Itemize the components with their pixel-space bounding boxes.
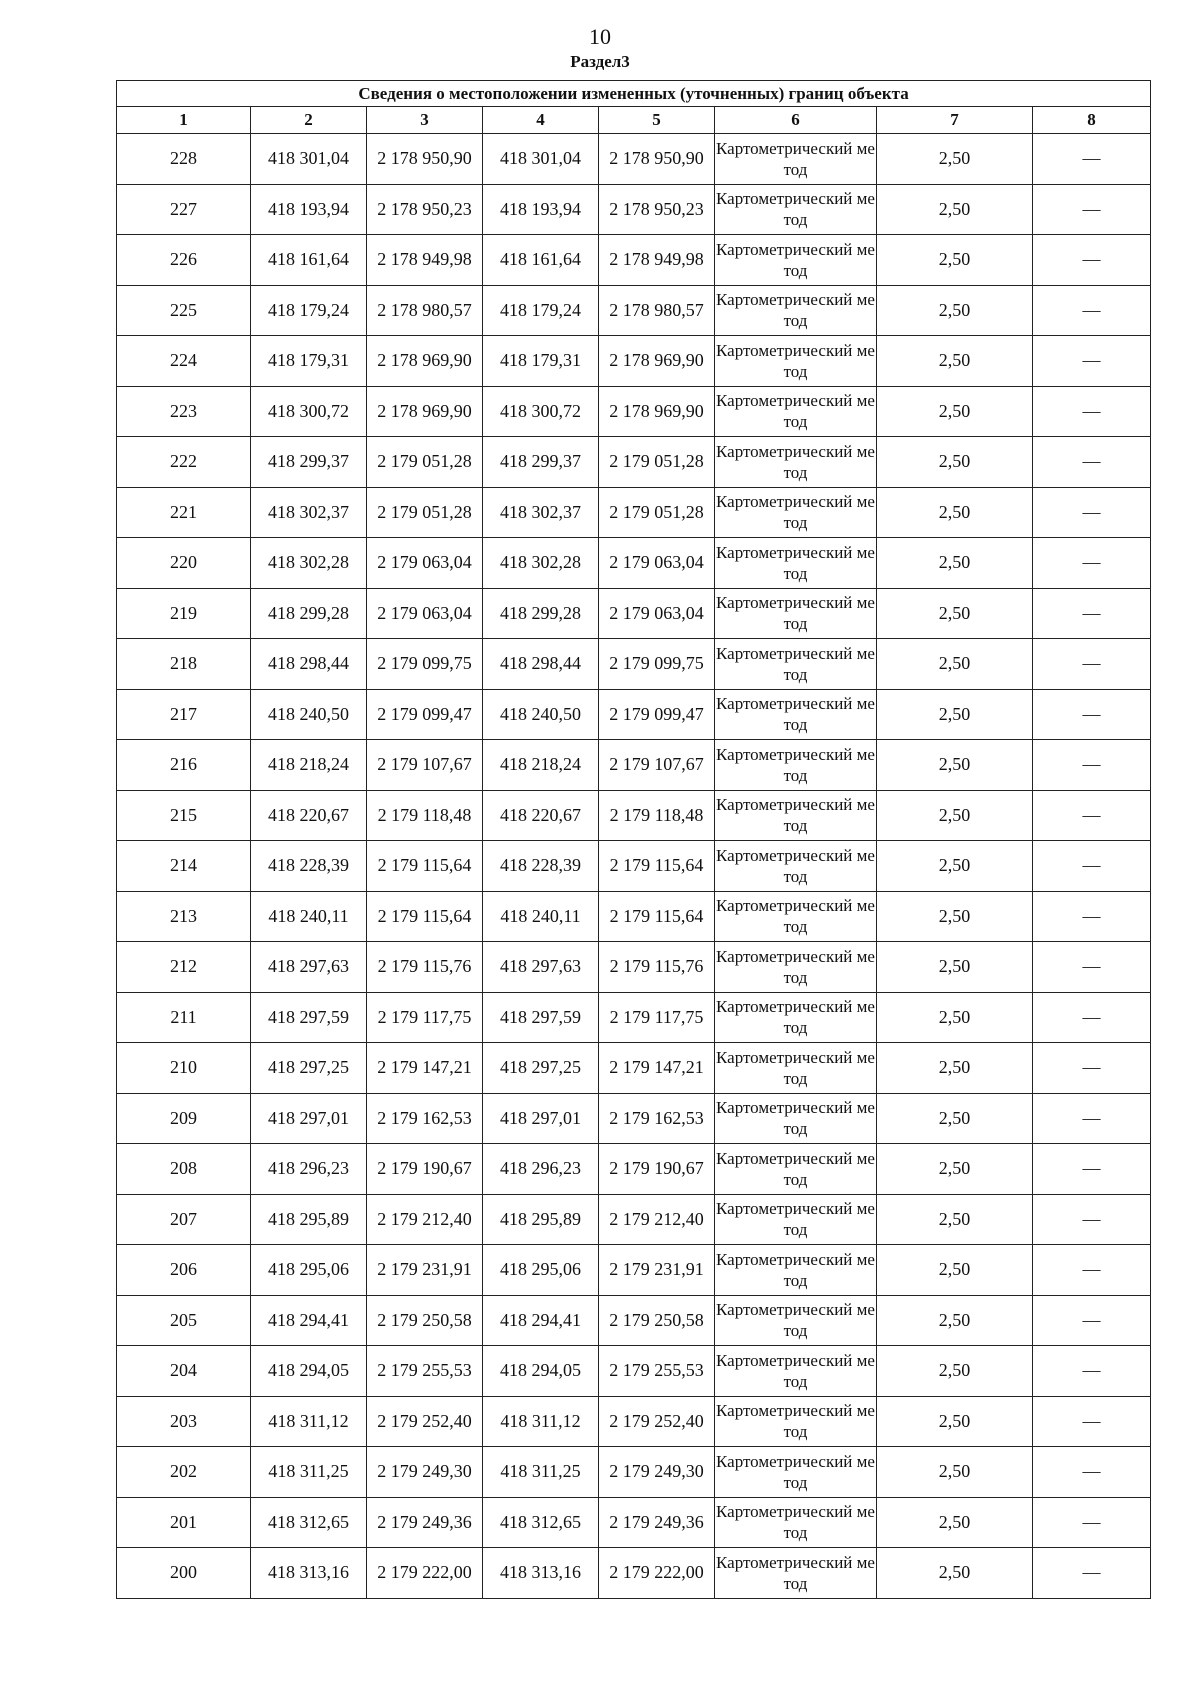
y-coordinate-refined-cell: 2 178 969,90 xyxy=(599,336,715,387)
x-coordinate-cell: 418 295,06 xyxy=(251,1245,367,1296)
y-coordinate-refined-cell: 2 179 212,40 xyxy=(599,1194,715,1245)
x-coordinate-cell: 418 220,67 xyxy=(251,790,367,841)
table-body xyxy=(117,134,1151,1599)
x-coordinate-refined-cell: 418 297,63 xyxy=(483,942,599,993)
x-coordinate-refined-cell: 418 161,64 xyxy=(483,235,599,286)
point-number-cell: 218 xyxy=(117,639,251,690)
note-cell: — xyxy=(1033,992,1151,1043)
determination-method-cell: Картометрический метод xyxy=(715,235,877,286)
determination-method-cell: Картометрический метод xyxy=(715,1194,877,1245)
table-row xyxy=(117,790,1151,841)
point-number-cell: 215 xyxy=(117,790,251,841)
note-cell: — xyxy=(1033,437,1151,488)
x-coordinate-cell: 418 311,25 xyxy=(251,1447,367,1498)
note-cell: — xyxy=(1033,740,1151,791)
point-number-cell: 206 xyxy=(117,1245,251,1296)
accuracy-cell: 2,50 xyxy=(877,790,1033,841)
y-coordinate-refined-cell: 2 179 147,21 xyxy=(599,1043,715,1094)
x-coordinate-cell: 418 313,16 xyxy=(251,1548,367,1599)
x-coordinate-refined-cell: 418 299,28 xyxy=(483,588,599,639)
accuracy-cell: 2,50 xyxy=(877,1396,1033,1447)
determination-method-cell: Картометрический метод xyxy=(715,336,877,387)
y-coordinate-cell: 2 179 107,67 xyxy=(367,740,483,791)
accuracy-cell: 2,50 xyxy=(877,1245,1033,1296)
y-coordinate-refined-cell: 2 179 051,28 xyxy=(599,437,715,488)
table-row xyxy=(117,285,1151,336)
y-coordinate-refined-cell: 2 179 115,64 xyxy=(599,891,715,942)
table-row xyxy=(117,1295,1151,1346)
table-row xyxy=(117,689,1151,740)
x-coordinate-cell: 418 296,23 xyxy=(251,1144,367,1195)
point-number-cell: 204 xyxy=(117,1346,251,1397)
table-row xyxy=(117,1194,1151,1245)
accuracy-cell: 2,50 xyxy=(877,184,1033,235)
note-cell: — xyxy=(1033,336,1151,387)
point-number-cell: 223 xyxy=(117,386,251,437)
column-number-2: 2 xyxy=(251,107,367,134)
column-number-7: 7 xyxy=(877,107,1033,134)
x-coordinate-cell: 418 240,11 xyxy=(251,891,367,942)
accuracy-cell: 2,50 xyxy=(877,740,1033,791)
x-coordinate-refined-cell: 418 297,01 xyxy=(483,1093,599,1144)
y-coordinate-refined-cell: 2 179 231,91 xyxy=(599,1245,715,1296)
y-coordinate-refined-cell: 2 179 115,76 xyxy=(599,942,715,993)
point-number-cell: 228 xyxy=(117,134,251,185)
point-number-cell: 212 xyxy=(117,942,251,993)
determination-method-cell: Картометрический метод xyxy=(715,689,877,740)
accuracy-cell: 2,50 xyxy=(877,336,1033,387)
determination-method-cell: Картометрический метод xyxy=(715,386,877,437)
x-coordinate-refined-cell: 418 298,44 xyxy=(483,639,599,690)
x-coordinate-refined-cell: 418 312,65 xyxy=(483,1497,599,1548)
accuracy-cell: 2,50 xyxy=(877,487,1033,538)
table-row xyxy=(117,437,1151,488)
y-coordinate-refined-cell: 2 179 118,48 xyxy=(599,790,715,841)
x-coordinate-cell: 418 179,24 xyxy=(251,285,367,336)
x-coordinate-cell: 418 301,04 xyxy=(251,134,367,185)
accuracy-cell: 2,50 xyxy=(877,134,1033,185)
accuracy-cell: 2,50 xyxy=(877,285,1033,336)
accuracy-cell: 2,50 xyxy=(877,437,1033,488)
accuracy-cell: 2,50 xyxy=(877,588,1033,639)
accuracy-cell: 2,50 xyxy=(877,891,1033,942)
point-number-cell: 226 xyxy=(117,235,251,286)
x-coordinate-cell: 418 193,94 xyxy=(251,184,367,235)
determination-method-cell: Картометрический метод xyxy=(715,538,877,589)
note-cell: — xyxy=(1033,1194,1151,1245)
accuracy-cell: 2,50 xyxy=(877,1497,1033,1548)
note-cell: — xyxy=(1033,942,1151,993)
y-coordinate-cell: 2 179 099,47 xyxy=(367,689,483,740)
determination-method-cell: Картометрический метод xyxy=(715,1548,877,1599)
table-row xyxy=(117,992,1151,1043)
note-cell: — xyxy=(1033,1447,1151,1498)
x-coordinate-cell: 418 218,24 xyxy=(251,740,367,791)
boundary-coordinates-table xyxy=(116,80,1151,1599)
note-cell: — xyxy=(1033,285,1151,336)
note-cell: — xyxy=(1033,891,1151,942)
y-coordinate-cell: 2 179 115,64 xyxy=(367,841,483,892)
determination-method-cell: Картометрический метод xyxy=(715,942,877,993)
y-coordinate-refined-cell: 2 179 063,04 xyxy=(599,588,715,639)
determination-method-cell: Картометрический метод xyxy=(715,285,877,336)
accuracy-cell: 2,50 xyxy=(877,538,1033,589)
note-cell: — xyxy=(1033,1346,1151,1397)
accuracy-cell: 2,50 xyxy=(877,841,1033,892)
table-row xyxy=(117,1245,1151,1296)
y-coordinate-refined-cell: 2 179 099,47 xyxy=(599,689,715,740)
note-cell: — xyxy=(1033,588,1151,639)
y-coordinate-cell: 2 179 115,64 xyxy=(367,891,483,942)
table-row xyxy=(117,235,1151,286)
x-coordinate-refined-cell: 418 240,11 xyxy=(483,891,599,942)
x-coordinate-refined-cell: 418 302,28 xyxy=(483,538,599,589)
x-coordinate-cell: 418 297,59 xyxy=(251,992,367,1043)
x-coordinate-refined-cell: 418 295,89 xyxy=(483,1194,599,1245)
page-number: 10 xyxy=(589,24,611,49)
y-coordinate-refined-cell: 2 179 117,75 xyxy=(599,992,715,1043)
accuracy-cell: 2,50 xyxy=(877,639,1033,690)
column-number-4: 4 xyxy=(483,107,599,134)
y-coordinate-cell: 2 179 249,36 xyxy=(367,1497,483,1548)
accuracy-cell: 2,50 xyxy=(877,689,1033,740)
x-coordinate-cell: 418 294,05 xyxy=(251,1346,367,1397)
y-coordinate-refined-cell: 2 178 980,57 xyxy=(599,285,715,336)
x-coordinate-cell: 418 302,28 xyxy=(251,538,367,589)
accuracy-cell: 2,50 xyxy=(877,235,1033,286)
table-row xyxy=(117,538,1151,589)
y-coordinate-cell: 2 179 190,67 xyxy=(367,1144,483,1195)
point-number-cell: 227 xyxy=(117,184,251,235)
y-coordinate-cell: 2 179 250,58 xyxy=(367,1295,483,1346)
table-row xyxy=(117,639,1151,690)
determination-method-cell: Картометрический метод xyxy=(715,1346,877,1397)
y-coordinate-refined-cell: 2 179 115,64 xyxy=(599,841,715,892)
y-coordinate-refined-cell: 2 179 249,30 xyxy=(599,1447,715,1498)
x-coordinate-refined-cell: 418 294,05 xyxy=(483,1346,599,1397)
note-cell: — xyxy=(1033,386,1151,437)
note-cell: — xyxy=(1033,1043,1151,1094)
table-row xyxy=(117,891,1151,942)
accuracy-cell: 2,50 xyxy=(877,1144,1033,1195)
note-cell: — xyxy=(1033,639,1151,690)
point-number-cell: 208 xyxy=(117,1144,251,1195)
point-number-cell: 209 xyxy=(117,1093,251,1144)
y-coordinate-refined-cell: 2 179 190,67 xyxy=(599,1144,715,1195)
x-coordinate-cell: 418 295,89 xyxy=(251,1194,367,1245)
x-coordinate-cell: 418 299,28 xyxy=(251,588,367,639)
y-coordinate-cell: 2 179 147,21 xyxy=(367,1043,483,1094)
point-number-cell: 211 xyxy=(117,992,251,1043)
determination-method-cell: Картометрический метод xyxy=(715,992,877,1043)
y-coordinate-cell: 2 179 231,91 xyxy=(367,1245,483,1296)
accuracy-cell: 2,50 xyxy=(877,1043,1033,1094)
note-cell: — xyxy=(1033,1548,1151,1599)
y-coordinate-cell: 2 178 980,57 xyxy=(367,285,483,336)
y-coordinate-refined-cell: 2 178 950,23 xyxy=(599,184,715,235)
y-coordinate-refined-cell: 2 178 950,90 xyxy=(599,134,715,185)
x-coordinate-refined-cell: 418 228,39 xyxy=(483,841,599,892)
table-row xyxy=(117,1548,1151,1599)
y-coordinate-cell: 2 179 051,28 xyxy=(367,487,483,538)
point-number-cell: 207 xyxy=(117,1194,251,1245)
y-coordinate-cell: 2 178 969,90 xyxy=(367,386,483,437)
determination-method-cell: Картометрический метод xyxy=(715,437,877,488)
y-coordinate-cell: 2 178 949,98 xyxy=(367,235,483,286)
table-caption: Сведения о местоположении измененных (уточненных) границ объекта xyxy=(117,81,1151,107)
x-coordinate-refined-cell: 418 179,24 xyxy=(483,285,599,336)
table-row xyxy=(117,1447,1151,1498)
y-coordinate-refined-cell: 2 179 250,58 xyxy=(599,1295,715,1346)
note-cell: — xyxy=(1033,134,1151,185)
determination-method-cell: Картометрический метод xyxy=(715,1144,877,1195)
point-number-cell: 222 xyxy=(117,437,251,488)
y-coordinate-refined-cell: 2 179 099,75 xyxy=(599,639,715,690)
x-coordinate-refined-cell: 418 218,24 xyxy=(483,740,599,791)
table-row xyxy=(117,1093,1151,1144)
determination-method-cell: Картометрический метод xyxy=(715,184,877,235)
determination-method-cell: Картометрический метод xyxy=(715,1245,877,1296)
determination-method-cell: Картометрический метод xyxy=(715,1043,877,1094)
x-coordinate-refined-cell: 418 179,31 xyxy=(483,336,599,387)
note-cell: — xyxy=(1033,487,1151,538)
accuracy-cell: 2,50 xyxy=(877,942,1033,993)
determination-method-cell: Картометрический метод xyxy=(715,1396,877,1447)
column-number-3: 3 xyxy=(367,107,483,134)
note-cell: — xyxy=(1033,1497,1151,1548)
x-coordinate-cell: 418 300,72 xyxy=(251,386,367,437)
table-row xyxy=(117,588,1151,639)
table-row xyxy=(117,1144,1151,1195)
accuracy-cell: 2,50 xyxy=(877,1548,1033,1599)
determination-method-cell: Картометрический метод xyxy=(715,1447,877,1498)
y-coordinate-cell: 2 179 099,75 xyxy=(367,639,483,690)
point-number-cell: 225 xyxy=(117,285,251,336)
x-coordinate-refined-cell: 418 300,72 xyxy=(483,386,599,437)
point-number-cell: 213 xyxy=(117,891,251,942)
x-coordinate-refined-cell: 418 311,25 xyxy=(483,1447,599,1498)
table-row xyxy=(117,1396,1151,1447)
x-coordinate-cell: 418 302,37 xyxy=(251,487,367,538)
accuracy-cell: 2,50 xyxy=(877,1346,1033,1397)
point-number-cell: 205 xyxy=(117,1295,251,1346)
table-row xyxy=(117,740,1151,791)
y-coordinate-refined-cell: 2 178 969,90 xyxy=(599,386,715,437)
y-coordinate-cell: 2 179 117,75 xyxy=(367,992,483,1043)
accuracy-cell: 2,50 xyxy=(877,1447,1033,1498)
x-coordinate-cell: 418 297,01 xyxy=(251,1093,367,1144)
y-coordinate-cell: 2 179 051,28 xyxy=(367,437,483,488)
column-number-8: 8 xyxy=(1033,107,1151,134)
y-coordinate-cell: 2 179 118,48 xyxy=(367,790,483,841)
determination-method-cell: Картометрический метод xyxy=(715,639,877,690)
point-number-cell: 219 xyxy=(117,588,251,639)
y-coordinate-cell: 2 179 115,76 xyxy=(367,942,483,993)
accuracy-cell: 2,50 xyxy=(877,386,1033,437)
point-number-cell: 203 xyxy=(117,1396,251,1447)
column-number-1: 1 xyxy=(117,107,251,134)
point-number-cell: 202 xyxy=(117,1447,251,1498)
table-row xyxy=(117,1346,1151,1397)
y-coordinate-cell: 2 179 249,30 xyxy=(367,1447,483,1498)
y-coordinate-cell: 2 178 950,90 xyxy=(367,134,483,185)
y-coordinate-cell: 2 179 063,04 xyxy=(367,538,483,589)
point-number-cell: 224 xyxy=(117,336,251,387)
y-coordinate-refined-cell: 2 179 107,67 xyxy=(599,740,715,791)
x-coordinate-cell: 418 311,12 xyxy=(251,1396,367,1447)
column-number-row xyxy=(117,107,1151,134)
determination-method-cell: Картометрический метод xyxy=(715,740,877,791)
point-number-cell: 217 xyxy=(117,689,251,740)
determination-method-cell: Картометрический метод xyxy=(715,841,877,892)
note-cell: — xyxy=(1033,1396,1151,1447)
note-cell: — xyxy=(1033,1245,1151,1296)
x-coordinate-refined-cell: 418 296,23 xyxy=(483,1144,599,1195)
table-row xyxy=(117,336,1151,387)
y-coordinate-refined-cell: 2 179 162,53 xyxy=(599,1093,715,1144)
note-cell: — xyxy=(1033,1144,1151,1195)
x-coordinate-refined-cell: 418 311,12 xyxy=(483,1396,599,1447)
determination-method-cell: Картометрический метод xyxy=(715,790,877,841)
table-row xyxy=(117,841,1151,892)
determination-method-cell: Картометрический метод xyxy=(715,1497,877,1548)
note-cell: — xyxy=(1033,790,1151,841)
x-coordinate-cell: 418 297,25 xyxy=(251,1043,367,1094)
note-cell: — xyxy=(1033,1295,1151,1346)
y-coordinate-cell: 2 178 950,23 xyxy=(367,184,483,235)
y-coordinate-refined-cell: 2 179 222,00 xyxy=(599,1548,715,1599)
y-coordinate-cell: 2 179 255,53 xyxy=(367,1346,483,1397)
table-row xyxy=(117,134,1151,185)
x-coordinate-cell: 418 179,31 xyxy=(251,336,367,387)
y-coordinate-refined-cell: 2 179 051,28 xyxy=(599,487,715,538)
point-number-cell: 221 xyxy=(117,487,251,538)
y-coordinate-cell: 2 179 212,40 xyxy=(367,1194,483,1245)
determination-method-cell: Картометрический метод xyxy=(715,891,877,942)
determination-method-cell: Картометрический метод xyxy=(715,1295,877,1346)
y-coordinate-refined-cell: 2 179 063,04 xyxy=(599,538,715,589)
x-coordinate-refined-cell: 418 193,94 xyxy=(483,184,599,235)
x-coordinate-cell: 418 298,44 xyxy=(251,639,367,690)
table-row xyxy=(117,1043,1151,1094)
x-coordinate-refined-cell: 418 302,37 xyxy=(483,487,599,538)
determination-method-cell: Картометрический метод xyxy=(715,134,877,185)
table-row xyxy=(117,942,1151,993)
accuracy-cell: 2,50 xyxy=(877,1295,1033,1346)
column-number-6: 6 xyxy=(715,107,877,134)
table-row xyxy=(117,184,1151,235)
point-number-cell: 210 xyxy=(117,1043,251,1094)
point-number-cell: 214 xyxy=(117,841,251,892)
y-coordinate-cell: 2 179 063,04 xyxy=(367,588,483,639)
accuracy-cell: 2,50 xyxy=(877,992,1033,1043)
x-coordinate-cell: 418 161,64 xyxy=(251,235,367,286)
x-coordinate-cell: 418 240,50 xyxy=(251,689,367,740)
note-cell: — xyxy=(1033,235,1151,286)
x-coordinate-refined-cell: 418 220,67 xyxy=(483,790,599,841)
x-coordinate-refined-cell: 418 294,41 xyxy=(483,1295,599,1346)
x-coordinate-cell: 418 228,39 xyxy=(251,841,367,892)
point-number-cell: 216 xyxy=(117,740,251,791)
column-number-5: 5 xyxy=(599,107,715,134)
y-coordinate-cell: 2 179 222,00 xyxy=(367,1548,483,1599)
x-coordinate-refined-cell: 418 240,50 xyxy=(483,689,599,740)
point-number-cell: 220 xyxy=(117,538,251,589)
section-title: Раздел3 xyxy=(570,52,630,71)
y-coordinate-refined-cell: 2 178 949,98 xyxy=(599,235,715,286)
accuracy-cell: 2,50 xyxy=(877,1194,1033,1245)
table-row xyxy=(117,1497,1151,1548)
note-cell: — xyxy=(1033,538,1151,589)
x-coordinate-refined-cell: 418 301,04 xyxy=(483,134,599,185)
determination-method-cell: Картометрический метод xyxy=(715,487,877,538)
y-coordinate-refined-cell: 2 179 252,40 xyxy=(599,1396,715,1447)
note-cell: — xyxy=(1033,1093,1151,1144)
x-coordinate-cell: 418 299,37 xyxy=(251,437,367,488)
determination-method-cell: Картометрический метод xyxy=(715,1093,877,1144)
determination-method-cell: Картометрический метод xyxy=(715,588,877,639)
table-row xyxy=(117,386,1151,437)
x-coordinate-cell: 418 312,65 xyxy=(251,1497,367,1548)
note-cell: — xyxy=(1033,689,1151,740)
table-header xyxy=(117,81,1151,134)
point-number-cell: 200 xyxy=(117,1548,251,1599)
x-coordinate-refined-cell: 418 297,59 xyxy=(483,992,599,1043)
table-row xyxy=(117,487,1151,538)
x-coordinate-cell: 418 294,41 xyxy=(251,1295,367,1346)
x-coordinate-refined-cell: 418 297,25 xyxy=(483,1043,599,1094)
x-coordinate-refined-cell: 418 313,16 xyxy=(483,1548,599,1599)
y-coordinate-cell: 2 179 252,40 xyxy=(367,1396,483,1447)
y-coordinate-cell: 2 178 969,90 xyxy=(367,336,483,387)
note-cell: — xyxy=(1033,184,1151,235)
point-number-cell: 201 xyxy=(117,1497,251,1548)
x-coordinate-refined-cell: 418 295,06 xyxy=(483,1245,599,1296)
note-cell: — xyxy=(1033,841,1151,892)
y-coordinate-refined-cell: 2 179 249,36 xyxy=(599,1497,715,1548)
x-coordinate-cell: 418 297,63 xyxy=(251,942,367,993)
y-coordinate-refined-cell: 2 179 255,53 xyxy=(599,1346,715,1397)
accuracy-cell: 2,50 xyxy=(877,1093,1033,1144)
x-coordinate-refined-cell: 418 299,37 xyxy=(483,437,599,488)
y-coordinate-cell: 2 179 162,53 xyxy=(367,1093,483,1144)
